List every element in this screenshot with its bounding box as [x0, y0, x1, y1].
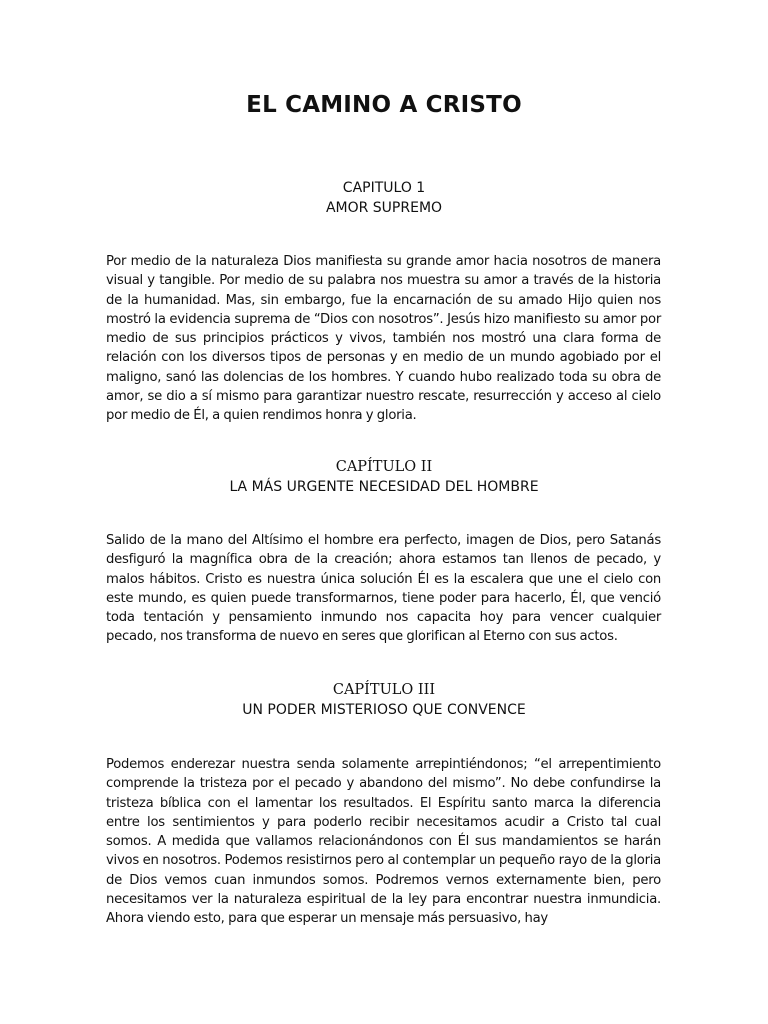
chapter-name: LA MÁS URGENTE NECESIDAD DEL HOMBRE: [229, 479, 539, 495]
chapter-paragraph-2: Salido de la mano del Altísimo el hombre era perfecto, imagen de Dios, pero Satanás desfiguró la magnífica obra de la creación; ahora estamos tan llenos de pecado, y malos hábitos. Cristo es nuestra única solución Él es la escalera que une el cielo con este mundo, es quien puede transformarnos, tiene poder para hacerlo, Él, que venció toda tentación y pensamiento inmundo nos capacita hoy para vencer cualquier pecado, nos transforma de nuevo en seres que glorifican al Eterno con sus actos.: [106, 533, 661, 645]
chapter-heading-3: [0, 680, 768, 720]
document-title: EL CAMINO A CRISTO: [246, 92, 522, 118]
chapter-heading-2: [0, 457, 768, 497]
chapter-paragraph-3: Podemos enderezar nuestra senda solamente arrepintiéndonos; “el arrepentimiento comprende la tristeza por el pecado y abandono del mismo”. No debe confundirse la tristeza bíblica con el lamentar los resultados. El Espíritu santo marca la diferencia entre los sentimientos y para poderlo recibir necesitamos acudir a Cristo tal cual somos. A medida que vallamos relacionándonos con Él sus mandamientos se harán vivos en nosotros. Podemos resistirnos pero al contemplar un pequeño rayo de la gloria de Dios vemos cuan inmundos somos. Podremos vernos externamente bien, pero necesitamos ver la naturaleza espiritual de la ley para encontrar nuestra inmundicia. Ahora viendo esto, para que esperar un mensaje más persuasivo, hay: [106, 757, 661, 927]
chapter-number: CAPITULO 1: [342, 180, 426, 196]
chapter-number: CAPÍTULO III: [332, 682, 436, 698]
chapter-name: UN PODER MISTERIOSO QUE CONVENCE: [242, 702, 526, 718]
chapter-heading-1: [0, 178, 768, 218]
chapter-paragraph-1: Por medio de la naturaleza Dios manifiesta su grande amor hacia nosotros de manera visual y tangible. Por medio de su palabra nos muestra su amor a través de la historia de la humanidad. Mas, sin embargo, fue la encarnación de su amado Hijo quien nos mostró la evidencia suprema de “Dios con nosotros”. Jesús hizo manifiesto su amor por medio de sus principios prácticos y vivos, también nos mostró una clara forma de relación con los diversos tipos de personas y en medio de un mundo agobiado por el maligno, sanó las dolencias de los hombres. Y cuando hubo realizado toda su obra de amor, se dio a sí mismo para garantizar nuestro rescate, resurrección y acceso al cielo por medio de Él, a quien rendimos honra y gloria.: [106, 254, 661, 424]
chapter-name: AMOR SUPREMO: [325, 200, 443, 216]
chapter-number: CAPÍTULO II: [335, 459, 433, 475]
